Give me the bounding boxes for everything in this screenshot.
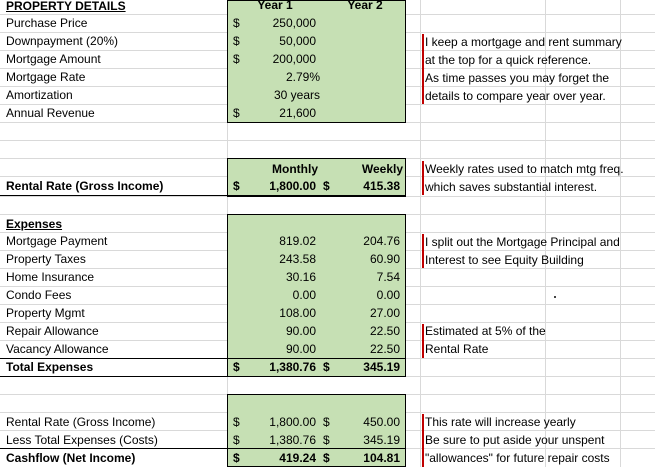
note-line: Estimated at 5% of the (425, 324, 546, 338)
note-marker (422, 161, 424, 195)
cashflow-weekly-currency: $ (323, 451, 330, 465)
expense-monthly: 90.00 (285, 324, 316, 338)
expense-weekly: 204.76 (363, 234, 400, 248)
expense-monthly: 0.00 (292, 288, 316, 302)
expense-weekly: 27.00 (369, 306, 400, 320)
summary-income-label: Rental Rate (Gross Income) (6, 415, 156, 429)
expense-weekly: 22.50 (369, 342, 400, 356)
total-expenses-currency: $ (233, 360, 240, 374)
annual-revenue-value: 21,600 (279, 106, 316, 120)
summary-expenses-weekly: 345.19 (363, 433, 400, 447)
expense-label: Repair Allowance (6, 324, 99, 338)
note-marker (422, 414, 424, 467)
mortgage-rate-value: 2.79% (285, 70, 320, 84)
note-line: Weekly rates used to match mtg freq. (425, 162, 624, 176)
expense-monthly: 30.16 (285, 270, 316, 284)
note-line: As time passes you may forget the (425, 71, 610, 85)
note-line: I keep a mortgage and rent summary (425, 35, 622, 49)
note-line: details to compare year over year. (425, 89, 606, 103)
expense-monthly: 108.00 (279, 306, 316, 320)
year2-header: Year 2 (347, 0, 383, 12)
mortgage-rate-label: Mortgage Rate (6, 70, 86, 84)
expense-monthly: 90.00 (285, 342, 316, 356)
note-line: Rental Rate (425, 342, 489, 356)
note-marker (422, 234, 424, 268)
expense-label: Home Insurance (6, 270, 95, 284)
rental-rate-weekly: 415.38 (363, 179, 400, 193)
summary-expenses-label: Less Total Expenses (Costs) (6, 433, 158, 447)
cashflow-monthly: 419.24 (279, 451, 316, 465)
monthly-header: Monthly (272, 162, 318, 176)
expense-label: Mortgage Payment (6, 234, 108, 248)
expense-label: Property Taxes (6, 252, 86, 266)
expense-monthly: 243.58 (279, 252, 316, 266)
cashflow-label: Cashflow (Net Income) (6, 451, 136, 465)
amortization-label: Amortization (6, 88, 73, 102)
rental-rate-weekly-currency: $ (323, 179, 330, 193)
cashflow-weekly: 104.81 (363, 451, 400, 465)
note-line: "allowances" for future repair costs (425, 451, 610, 465)
summary-income-weekly: 450.00 (363, 415, 400, 429)
purchase-price-label: Purchase Price (6, 16, 88, 30)
cashflow-currency: $ (233, 451, 240, 465)
expense-weekly: 0.00 (376, 288, 400, 302)
summary-income-weekly-currency: $ (323, 415, 330, 429)
expense-label: Condo Fees (6, 288, 72, 302)
weekly-header: Weekly (361, 162, 403, 176)
rental-rate-monthly: 1,800.00 (269, 179, 316, 193)
expenses-title: Expenses (6, 217, 63, 231)
note-line: which saves substantial interest. (425, 180, 598, 194)
expense-weekly: 7.54 (376, 270, 400, 284)
summary-expenses-currency: $ (233, 433, 240, 447)
annual-revenue-currency: $ (233, 106, 240, 120)
note-line: I split out the Mortgage Principal and (425, 235, 620, 249)
total-expenses-weekly: 345.19 (363, 360, 400, 374)
note-marker (422, 324, 424, 358)
total-expenses-label: Total Expenses (6, 360, 94, 374)
annual-revenue-label: Annual Revenue (6, 106, 95, 120)
mortgage-amount-label: Mortgage Amount (6, 52, 101, 66)
downpayment-value: 50,000 (279, 34, 316, 48)
expense-weekly: 60.90 (369, 252, 400, 266)
expense-monthly: 819.02 (279, 234, 316, 248)
expense-label: Vacancy Allowance (6, 342, 109, 356)
mortgage-amount-currency: $ (233, 52, 240, 66)
total-expenses-weekly-currency: $ (323, 360, 330, 374)
summary-expenses-weekly-currency: $ (323, 433, 330, 447)
total-expenses-monthly: 1,380.76 (269, 360, 316, 374)
purchase-price-currency: $ (233, 16, 240, 30)
note-line: This rate will increase yearly (425, 415, 576, 429)
summary-income-currency: $ (233, 415, 240, 429)
stray-dot (554, 296, 556, 298)
summary-expenses-monthly: 1,380.76 (269, 433, 316, 447)
property-details-title: PROPERTY DETAILS (6, 0, 126, 13)
amortization-value: 30 years (273, 88, 320, 102)
expense-weekly: 22.50 (369, 324, 400, 338)
downpayment-currency: $ (233, 34, 240, 48)
rental-rate-currency: $ (233, 179, 240, 193)
note-line: Interest to see Equity Building (425, 253, 584, 267)
purchase-price-value: 250,000 (272, 16, 316, 30)
note-marker (422, 34, 424, 104)
year1-header: Year 1 (257, 0, 293, 12)
summary-income-monthly: 1,800.00 (269, 415, 316, 429)
note-line: at the top for a quick reference. (425, 53, 592, 67)
expense-label: Property Mgmt (6, 306, 85, 320)
downpayment-label: Downpayment (20%) (6, 34, 119, 48)
note-line: Be sure to put aside your unspent (425, 433, 605, 447)
mortgage-amount-value: 200,000 (272, 52, 316, 66)
rental-rate-label: Rental Rate (Gross Income) (6, 179, 164, 193)
